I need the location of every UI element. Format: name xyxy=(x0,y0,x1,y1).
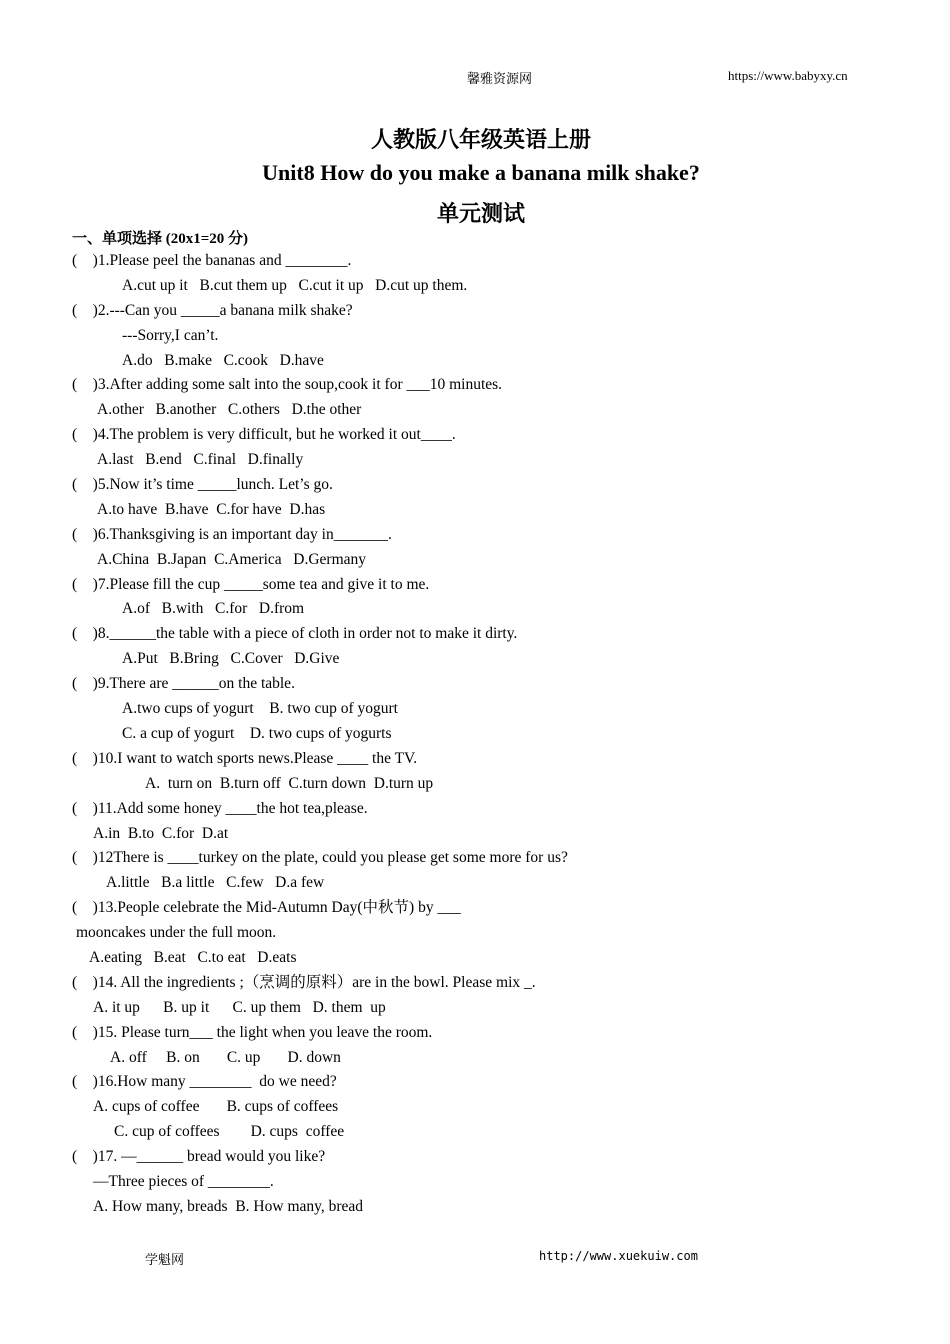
question-line: ---Sorry,I can’t. xyxy=(122,327,219,344)
option-line: A.little B.a little C.few D.a few xyxy=(106,874,325,891)
question-line: ( )6.Thanksgiving is an important day in_______. xyxy=(72,526,392,543)
question-line: ( )1.Please peel the bananas and ________. xyxy=(72,252,352,269)
title-line-2: Unit8 How do you make a banana milk shake? xyxy=(262,160,700,185)
question-line: ( )16.How many ________ do we need? xyxy=(72,1073,337,1090)
option-line: A.to have B.have C.for have D.has xyxy=(97,501,326,518)
footer-site-url[interactable]: http://www.xuekuiw.com xyxy=(539,1249,698,1263)
question-line: ( )12There is ____turkey on the plate, could you please get some more for us? xyxy=(72,849,568,866)
question-line: ( )3.After adding some salt into the soup,cook it for ___10 minutes. xyxy=(72,376,503,393)
option-line: A.two cups of yogurt B. two cup of yogurt xyxy=(122,700,398,717)
option-line: A.do B.make C.cook D.have xyxy=(122,352,324,369)
option-line: C. a cup of yogurt D. two cups of yogurts xyxy=(122,725,392,742)
header-site-name: 馨雅资源网 xyxy=(467,71,533,86)
question-line: ( )9.There are ______on the table. xyxy=(72,675,295,692)
question-line: ( )2.---Can you _____a banana milk shake? xyxy=(72,302,353,319)
option-line: A.China B.Japan C.America D.Germany xyxy=(97,551,367,568)
question-line: ( )15. Please turn___ the light when you leave the room. xyxy=(72,1024,433,1041)
option-line: A.in B.to C.for D.at xyxy=(93,825,229,842)
question-line: mooncakes under the full moon. xyxy=(76,924,277,941)
option-line: A.cut up it B.cut them up C.cut it up D.cut up them. xyxy=(122,277,468,294)
question-line: ( )4.The problem is very difficult, but he worked it out____. xyxy=(72,426,456,443)
question-line: ( )14. All the ingredients ;（烹调的原料）are in the bowl. Please mix _. xyxy=(72,974,536,991)
title-line-1: 人教版八年级英语上册 xyxy=(370,127,591,152)
question-line: ( )11.Add some honey ____the hot tea,please. xyxy=(72,800,368,817)
option-line: A. it up B. up it C. up them D. them up xyxy=(93,999,386,1016)
option-line: A. turn on B.turn off C.turn down D.turn up xyxy=(145,775,434,792)
option-line: A.of B.with C.for D.from xyxy=(122,600,305,617)
question-line: ( )10.I want to watch sports news.Please ____ the TV. xyxy=(72,750,418,767)
option-line: A.Put B.Bring C.Cover D.Give xyxy=(122,650,340,667)
question-line: ( )8.______the table with a piece of cloth in order not to make it dirty. xyxy=(72,625,518,642)
question-line: ( )7.Please fill the cup _____some tea and give it to me. xyxy=(72,576,430,593)
option-line: A. How many, breads B. How many, bread xyxy=(93,1198,364,1215)
header-site-url[interactable]: https://www.babyxy.cn xyxy=(728,68,848,83)
footer-site-name: 学魁网 xyxy=(145,1252,185,1267)
question-line: ( )17. —______ bread would you like? xyxy=(72,1148,326,1165)
option-line: A.last B.end C.final D.finally xyxy=(97,451,304,468)
question-line: ( )13.People celebrate the Mid-Autumn Day(中秋节) by ___ xyxy=(72,899,461,916)
title-line-3: 单元测试 xyxy=(436,201,525,226)
option-line: A. cups of coffee B. cups of coffees xyxy=(93,1098,339,1115)
option-line: C. cup of coffees D. cups coffee xyxy=(114,1123,345,1140)
option-line: A. off B. on C. up D. down xyxy=(110,1049,341,1066)
question-line: ( )5.Now it’s time _____lunch. Let’s go. xyxy=(72,476,333,493)
option-line: A.eating B.eat C.to eat D.eats xyxy=(89,949,297,966)
option-line: A.other B.another C.others D.the other xyxy=(97,401,362,418)
question-line: —Three pieces of ________. xyxy=(93,1173,274,1190)
section-heading: 一、单项选择 (20x1=20 分) xyxy=(72,231,249,247)
